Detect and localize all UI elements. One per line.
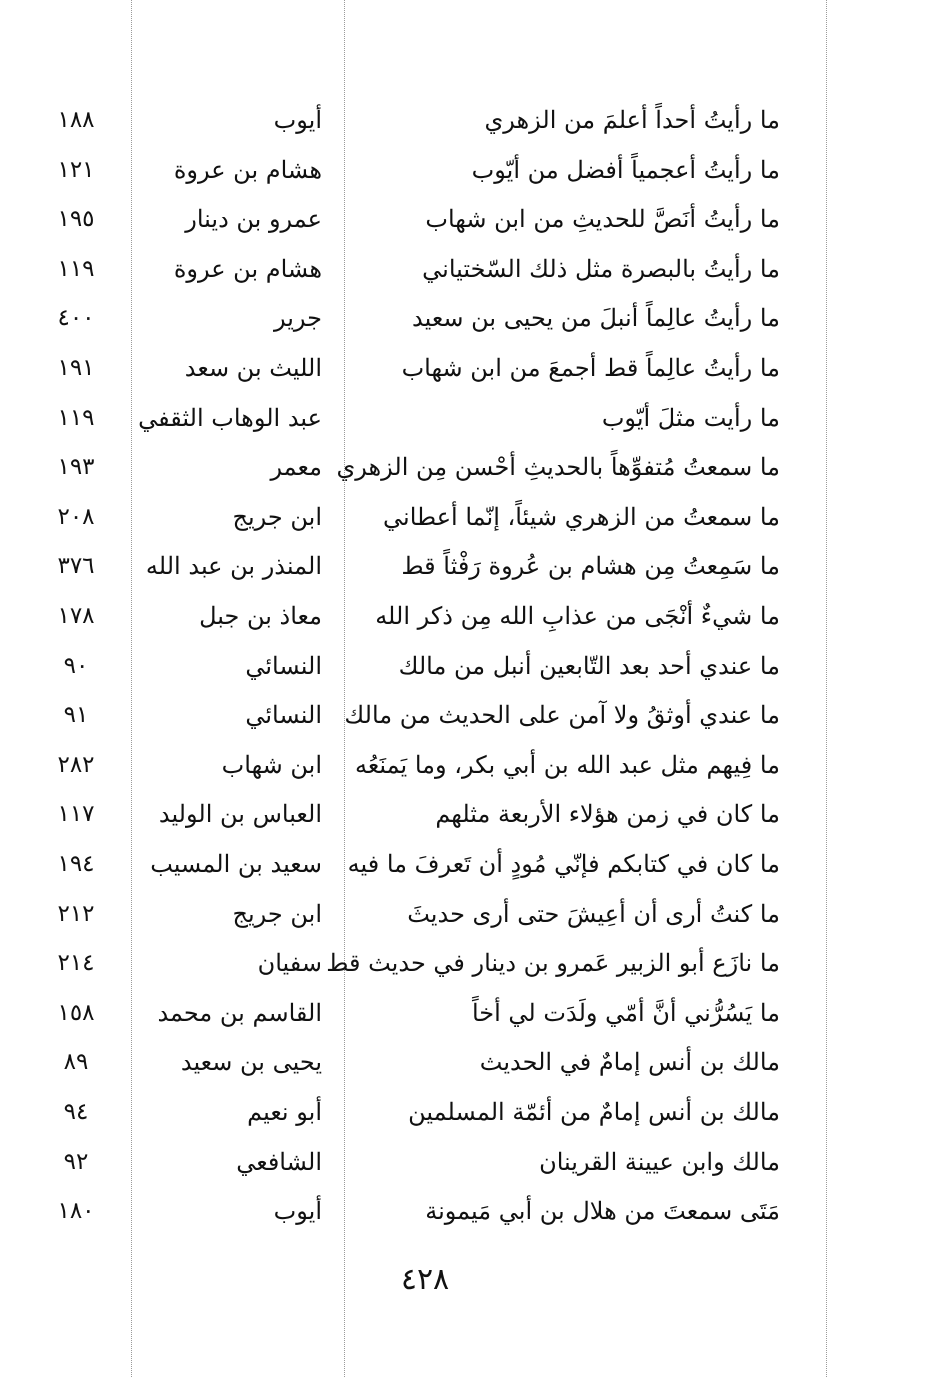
index-phrase: ما رأيتُ عالِماً قط أجمعَ من ابن شهاب <box>401 354 780 382</box>
index-page-ref: ١٨٨ <box>57 107 95 133</box>
index-phrase: مالك بن أنس إمامٌ في الحديث <box>479 1048 780 1077</box>
index-narrator: أبو نعيم <box>247 1098 322 1126</box>
index-page-ref: ١٢١ <box>57 156 95 183</box>
index-narrator: العباس بن الوليد <box>158 800 322 829</box>
index-narrator: سعيد بن المسيب <box>150 850 322 878</box>
index-page-ref: ١١٧ <box>57 801 95 828</box>
index-row <box>0 348 950 388</box>
index-page-ref: ٩٠ <box>63 652 89 679</box>
index-phrase: ما سَمِعتُ مِن هشام بن عُروة رَفْثاً قط <box>401 552 780 581</box>
index-page-ref: ٩٤ <box>63 1099 89 1125</box>
index-narrator: معاذ بن جبل <box>199 602 322 630</box>
page-number: ٤٢٨ <box>400 1262 450 1297</box>
index-phrase: ما كان في كتابكم فإنّي مُودٍ أن تَعرفَ ما فيه <box>347 850 780 878</box>
index-narrator: أيوب <box>273 1197 322 1226</box>
index-phrase: ما رأيتُ أعجمياً أفضل من أيّوب <box>471 155 780 184</box>
index-phrase: ما رأيتُ أحداً أعلمَ من الزهري <box>484 106 780 134</box>
index-page-ref: ٩٢ <box>63 1148 89 1175</box>
index-phrase: ما شيءٌ أنْجَى من عذابِ الله مِن ذكر الله <box>375 602 780 630</box>
index-page-ref: ٢٨٢ <box>57 751 95 778</box>
index-phrase: ما سمعتُ مُتفوِّهاً بالحديثِ أحْسن مِن الزهري <box>336 453 780 482</box>
index-page-ref: ١٩٥ <box>57 206 95 233</box>
index-phrase: ما عندي أوثقُ ولا آمن على الحديث من مالك <box>344 701 780 730</box>
index-narrator: هشام بن عروة <box>173 254 322 283</box>
index-narrator: عمرو بن دينار <box>185 205 322 234</box>
index-narrator: المنذر بن عبد الله <box>145 552 322 581</box>
index-phrase: مالك بن أنس إمامٌ من أئمّة المسلمين <box>408 1098 780 1126</box>
index-page-ref: ١٨٠ <box>57 1198 95 1225</box>
index-page-ref: ٢٠٨ <box>57 503 95 530</box>
index-row <box>0 199 950 239</box>
index-row <box>0 249 950 289</box>
index-row <box>0 497 950 537</box>
index-phrase: ما رأيتُ أنَصَّ للحديثِ من ابن شهاب <box>425 205 780 234</box>
index-narrator: هشام بن عروة <box>173 155 322 184</box>
index-narrator: ابن شهاب <box>221 750 322 779</box>
index-row <box>0 546 950 586</box>
index-phrase: ما عندي أحد بعد التّابعين أنبل من مالك <box>398 651 780 680</box>
index-row <box>0 794 950 834</box>
index-page-ref: ١٧٨ <box>57 603 95 629</box>
index-phrase: ما نازَع أبو الزبير عَمرو بن دينار في حديث قط <box>326 949 780 978</box>
index-narrator: ابن جريج <box>232 899 322 928</box>
index-phrase: ما سمعتُ من الزهري شيئاً، إنّما أعطاني <box>383 502 780 531</box>
index-narrator: عبد الوهاب الثقفي <box>138 403 322 432</box>
index-phrase: ما رأيتُ بالبصرة مثل ذلك السّختياني <box>422 254 780 283</box>
index-row <box>0 150 950 190</box>
index-page-ref: ١٩٣ <box>57 454 95 481</box>
index-row <box>0 894 950 934</box>
index-page-ref: ١٩١ <box>57 355 95 381</box>
index-phrase: مَتَى سمعتَ من هلال بن أبي مَيمونة <box>425 1197 780 1226</box>
index-row <box>0 596 950 636</box>
index-phrase: مالك وابن عيينة القرينان <box>539 1147 780 1176</box>
index-narrator: يحيى بن سعيد <box>180 1048 322 1077</box>
index-row <box>0 943 950 983</box>
index-phrase: ما كان في زمن هؤلاء الأربعة مثلهم <box>435 800 780 829</box>
index-phrase: ما رأيتُ عالِماً أنبلَ من يحيى بن سعيد <box>412 304 780 333</box>
index-narrator: الشافعي <box>236 1147 322 1176</box>
index-narrator: ابن جريج <box>232 502 322 531</box>
index-narrator: القاسم بن محمد <box>157 998 322 1027</box>
index-page-ref: ١١٩ <box>57 255 95 282</box>
index-row <box>0 844 950 884</box>
index-narrator: النسائي <box>245 701 322 730</box>
index-narrator: معمر <box>270 453 322 482</box>
index-page-ref: ١٩٤ <box>57 851 95 877</box>
index-narrator: جرير <box>274 304 322 333</box>
index-page-ref: ١٥٨ <box>57 999 95 1026</box>
index-row <box>0 100 950 140</box>
index-row <box>0 298 950 338</box>
index-row <box>0 398 950 438</box>
index-row <box>0 447 950 487</box>
index-row <box>0 1092 950 1132</box>
index-narrator: الليث بن سعد <box>184 354 322 382</box>
index-page-ref: ٢١٤ <box>57 950 95 977</box>
index-narrator: النسائي <box>245 651 322 680</box>
index-row <box>0 695 950 735</box>
index-row <box>0 1142 950 1182</box>
index-page-ref: ١١٩ <box>57 404 95 431</box>
index-narrator: أيوب <box>273 106 322 134</box>
index-phrase: ما كنتُ أرى أن أعِيشَ حتى أرى حديثَ <box>407 899 780 928</box>
index-narrator: سفيان <box>257 949 322 978</box>
index-page-ref: ٨٩ <box>63 1049 89 1076</box>
index-row <box>0 1042 950 1082</box>
index-phrase: ما يَسُرُّني أنَّ أمّي ولَدَت لي أخاً <box>471 998 780 1027</box>
index-row <box>0 993 950 1033</box>
index-row <box>0 1191 950 1231</box>
index-phrase: ما رأيت مثلَ أيّوب <box>601 403 780 432</box>
index-page-ref: ٤٠٠ <box>57 305 95 332</box>
index-row <box>0 646 950 686</box>
index-page-ref: ٩١ <box>63 702 89 729</box>
index-row <box>0 745 950 785</box>
index-phrase: ما فِيهم مثل عبد الله بن أبي بكر، وما يَمنَعُه <box>354 750 780 779</box>
index-page-ref: ٣٧٦ <box>57 553 95 580</box>
index-page-ref: ٢١٢ <box>57 900 95 927</box>
